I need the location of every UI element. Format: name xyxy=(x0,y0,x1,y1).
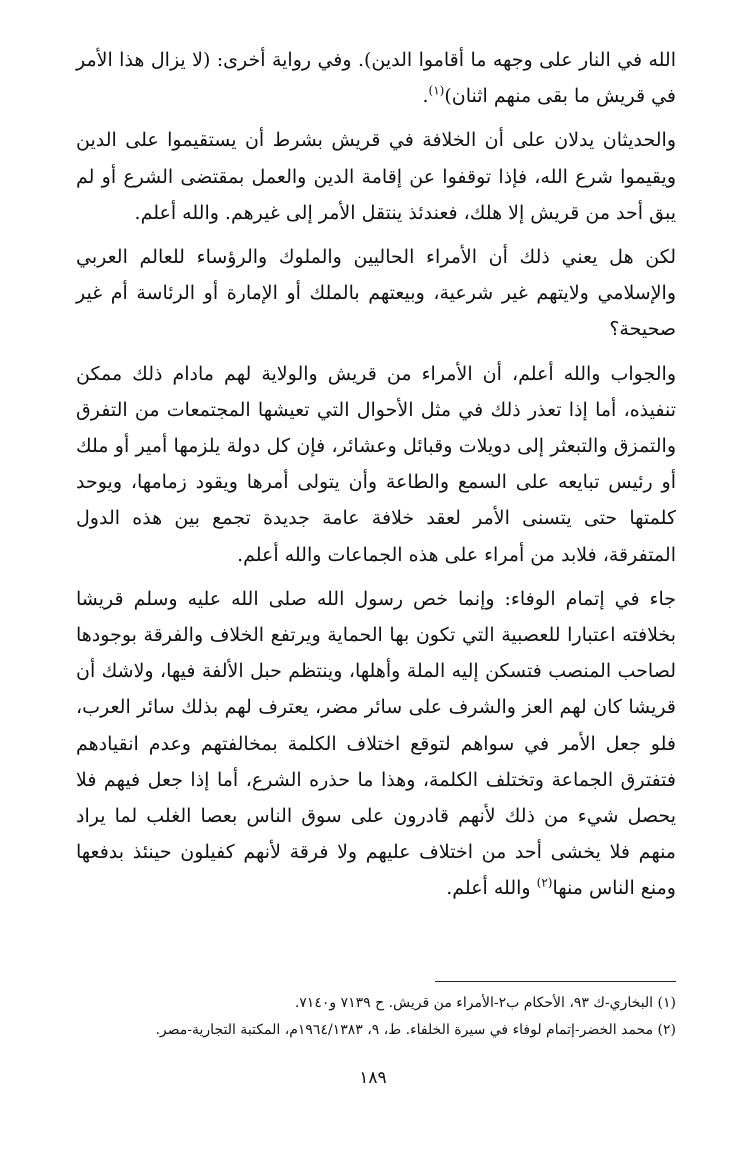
paragraph-text: الله في النار على وجهه ما أقاموا الدين). وفي رواية أخرى: (لا يزال هذا الأمر في قريش ما بقى منهم اثنان) xyxy=(76,49,676,108)
paragraph-closing: والله أعلم. xyxy=(446,877,531,900)
footnote-ref: (٢) xyxy=(536,876,553,891)
paragraph: والجواب والله أعلم، أن الأمراء من قريش والولاية لهم مادام ذلك ممكن تنفيذه، أما إذا تعذر ذلك في مثل الأحوال التي تعيشها المجتمعات من التفرق والتمزق والتبعثر إلى دويلات وقبائل وعشائر، فإن كل دولة يلزمها أمير أو ملك أو رئيس تبايعه على السمع والطاعة وأن يتولى أمرها ويقود زمامها، ويوحد كلمتها حتى يتسنى الأمر لعقد خلافة عامة جديدة تجمع بين هذه الدول المتفرقة، فلابد من أمراء على هذه الجماعات والله أعلم. xyxy=(76,362,676,566)
page-number: ١٨٩ xyxy=(359,1068,387,1088)
paragraph: الله في النار على وجهه ما أقاموا الدين). وفي رواية أخرى: (لا يزال هذا الأمر في قريش ما بقى منهم اثنان)$^{(١)}$. xyxy=(76,49,676,108)
footnotes xyxy=(76,990,676,1044)
footnote: (١) البخاري-ك ٩٣، الأحكام ب٢-الأمراء من قريش. ح ٧١٣٩ و٧١٤٠. xyxy=(294,995,676,1011)
paragraph: لكن هل يعني ذلك أن الأمراء الحاليين والملوك والرؤساء للعالم العربي والإسلامي ولايتهم غير شرعية، وبيعتهم بالملك أو الإمارة أو الرئاسة أم غير صحيحة؟ xyxy=(76,246,676,341)
footnote-ref: (١) xyxy=(428,83,445,98)
paragraph xyxy=(76,581,676,907)
footnote-divider xyxy=(435,981,676,982)
body-text xyxy=(76,42,676,907)
paragraph-text: جاء في إتمام الوفاء: وإنما خص رسول الله صلى الله عليه وسلم قريشا بخلافته اعتبارا للعصبية التي تكون بها الحماية ويرتفع الخلاف والفرقة بوجودها لصاحب المنصب فتسكن إليه الملة وأهلها، وينتظم حبل الألفة فيها، ولاشك أن قريشا كان لهم العز والشرف على سائر مضر، يعترف لهم بذلك سائر العرب، فلو جعل الأمر في سواهم لتوقع اختلاف الكلمة بمخالفتهم وعدم انقيادهم فتفترق الجماعة وتختلف الكلمة، وهذا ما حذره الشرع، أما إذا جعل فيهم فلا يحصل شيء من ذلك لأنهم قادرون على سوق الناس بعصا الغلب لما يراد منهم فلا يخشى أحد من اختلاف عليهم ولا فرقة لأنهم كفيلون حينئذ بدفعها ومنع الناس منها xyxy=(76,587,676,900)
paragraph: والحديثان يدلان على أن الخلافة في قريش بشرط أن يستقيموا على الدين ويقيموا شرع الله، فإذا توقفوا عن إقامة الدين والعمل بمقتضى الشرع أو لم يبق أحد من قريش إلا هلك، فعندئذ ينتقل الأمر إلى غيرهم. والله أعلم. xyxy=(76,129,676,224)
footnote: (٢) محمد الخضر-إتمام لوفاء في سيرة الخلفاء. ط، ٩، ١٩٦٤/١٣٨٣م، المكتبة التجارية-مصر. xyxy=(155,1022,676,1038)
